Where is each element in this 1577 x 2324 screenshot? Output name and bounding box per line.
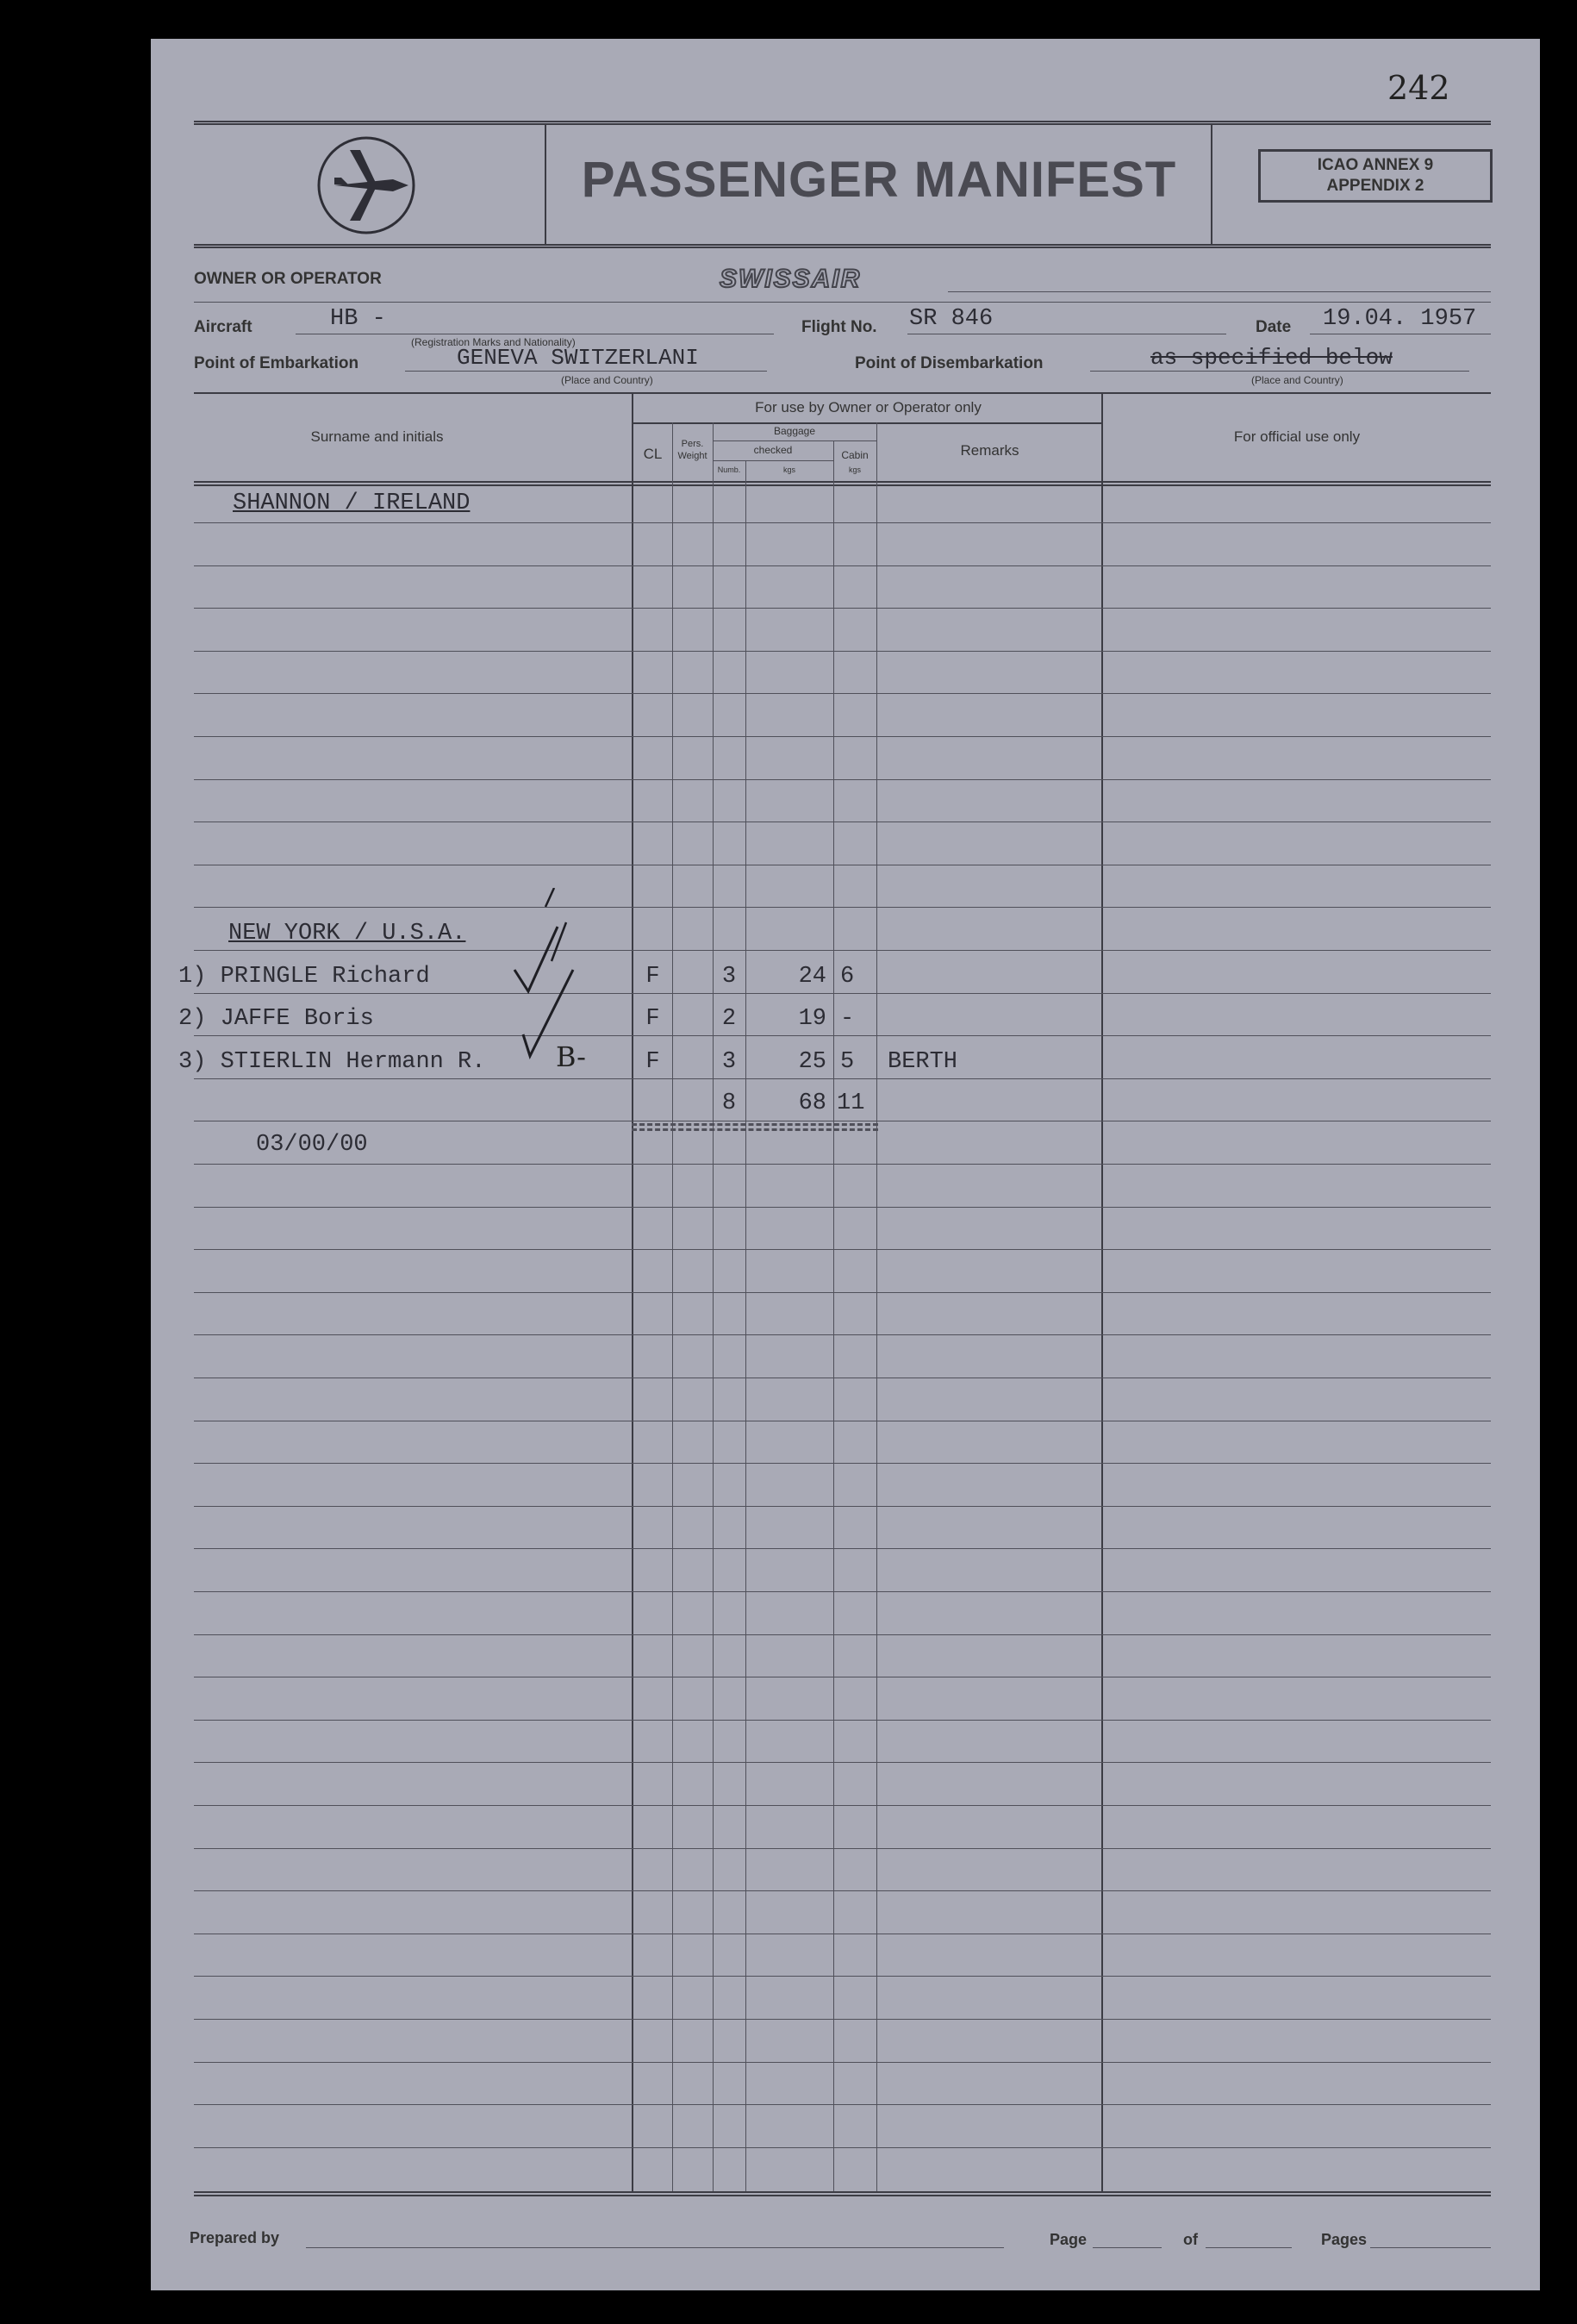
- row-rule: [194, 779, 1491, 780]
- embarkation-value: GENEVA SWITZERLANI: [457, 345, 699, 371]
- embarkation-label: Point of Embarkation: [194, 354, 359, 372]
- row-rule: [194, 651, 1491, 652]
- table-header-bottom-rule: [194, 481, 1491, 483]
- row-rule: [194, 1976, 1491, 1977]
- surname-header: Surname and initials: [310, 428, 444, 445]
- passenger-2-name: 2) JAFFE Boris: [178, 1006, 374, 1032]
- row-rule: [194, 1334, 1491, 1335]
- row-rule: [194, 1506, 1491, 1507]
- column-line-cabin: [876, 422, 877, 2191]
- shannon-heading: SHANNON / IRELAND: [233, 490, 471, 516]
- header-divider-1: [545, 123, 546, 244]
- owner-use-header: For use by Owner or Operator only: [755, 399, 982, 415]
- passenger-1-name: 1) PRINGLE Richard: [178, 964, 430, 990]
- cabin-header: Cabin: [841, 449, 869, 461]
- passenger-3-bags: 3: [721, 1049, 737, 1075]
- passenger-2-class: F: [645, 1006, 660, 1032]
- owner-value: SWISSAIR: [720, 265, 862, 293]
- row-rule: [194, 1249, 1491, 1250]
- newyork-heading: NEW YORK / U.S.A.: [228, 921, 466, 946]
- baggage-rule: [713, 440, 876, 441]
- disembarkation-caption: (Place and Country): [1251, 374, 1343, 386]
- pages-line: [1370, 2247, 1491, 2248]
- table-top-rule: [194, 392, 1491, 394]
- passenger-3-kgs: 25: [798, 1049, 826, 1075]
- row-rule: [194, 608, 1491, 609]
- row-rule: [194, 1720, 1491, 1721]
- row-rule: [194, 736, 1491, 737]
- row-rule: [194, 950, 1491, 951]
- number-header: Numb.: [717, 465, 741, 474]
- total-cabin: 11: [837, 1090, 865, 1116]
- row-rule: [194, 565, 1491, 566]
- flight-label: Flight No.: [801, 318, 877, 336]
- check-marks: [504, 888, 599, 1069]
- table-bottom-rule-2: [194, 2195, 1491, 2196]
- column-line-checked: [833, 440, 834, 2191]
- passenger-3-class: F: [645, 1049, 660, 1075]
- cabin-kgs-header: kgs: [848, 465, 861, 474]
- checked-kgs-header: kgs: [782, 465, 795, 474]
- passenger-3-handwritten-mark: B-: [556, 1040, 586, 1073]
- icao-box: [1258, 149, 1493, 203]
- row-rule: [194, 522, 1491, 523]
- embarkation-underline: [405, 371, 767, 372]
- header-top-rule-2: [194, 123, 1491, 125]
- icao-line-2: APPENDIX 2: [1326, 177, 1424, 195]
- header-top-rule: [194, 121, 1491, 122]
- column-line-cl: [672, 422, 673, 2191]
- of-label: of: [1183, 2231, 1198, 2248]
- row-rule: [194, 1634, 1491, 1635]
- icao-line-1: ICAO ANNEX 9: [1317, 156, 1434, 174]
- disembarkation-value: as specified below: [1150, 345, 1393, 371]
- cl-header: CL: [643, 446, 663, 462]
- passenger-summary: 03/00/00: [256, 1132, 368, 1158]
- passenger-2-kgs: 19: [798, 1006, 826, 1032]
- row-rule: [194, 1890, 1491, 1891]
- row-rule: [194, 2062, 1491, 2063]
- date-value: 19.04. 1957: [1323, 306, 1477, 332]
- total-double-rule-2: [632, 1128, 878, 1131]
- aircraft-label: Aircraft: [194, 318, 252, 336]
- prepared-by-label: Prepared by: [190, 2229, 280, 2246]
- row-rule: [194, 2147, 1491, 2148]
- owner-use-rule: [633, 422, 1103, 424]
- passenger-2-cabin: -: [840, 1006, 855, 1032]
- table-bottom-rule: [194, 2191, 1491, 2193]
- official-header: For official use only: [1233, 428, 1361, 445]
- page-number: 242: [1387, 69, 1450, 107]
- flight-value: SR 846: [909, 306, 994, 332]
- total-kgs: 68: [798, 1090, 826, 1116]
- column-line-weight: [713, 422, 714, 2191]
- checked-rule: [713, 460, 833, 461]
- row-rule: [194, 1848, 1491, 1849]
- row-rule: [194, 1035, 1491, 1036]
- checked-header: checked: [753, 444, 793, 456]
- row-rule: [194, 1805, 1491, 1806]
- total-bags: 8: [721, 1090, 737, 1116]
- disembarkation-underline: [1090, 371, 1469, 372]
- manifest-sheet: [151, 39, 1540, 2290]
- row-rule: [194, 993, 1491, 994]
- column-line-number: [745, 460, 746, 2191]
- passenger-1-class: F: [645, 964, 660, 990]
- passenger-1-bags: 3: [721, 964, 737, 990]
- of-line: [1206, 2247, 1292, 2248]
- row-rule: [194, 1463, 1491, 1464]
- prepared-by-line: [306, 2247, 1004, 2248]
- row-rule: [194, 1762, 1491, 1763]
- row-rule: [194, 1292, 1491, 1293]
- weight-label: Weight: [677, 451, 707, 461]
- header-bottom-rule: [194, 244, 1491, 246]
- row-rule: [194, 1207, 1491, 1208]
- embarkation-caption: (Place and Country): [561, 374, 653, 386]
- row-rule: [194, 1548, 1491, 1549]
- pers-label: Pers.: [681, 439, 704, 449]
- row-rule: [194, 2019, 1491, 2020]
- passenger-1-cabin: 6: [840, 964, 855, 990]
- row-rule: [194, 693, 1491, 694]
- row-rule: [194, 907, 1491, 908]
- passenger-2-bags: 2: [721, 1006, 737, 1032]
- row-rule: [194, 1164, 1491, 1165]
- total-double-rule: [632, 1123, 878, 1126]
- table-header-bottom-rule-2: [194, 484, 1491, 486]
- row-rule: [194, 2104, 1491, 2105]
- passenger-1-kgs: 24: [798, 964, 826, 990]
- disembarkation-label: Point of Disembarkation: [855, 354, 1044, 372]
- owner-label: OWNER OR OPERATOR: [194, 270, 382, 288]
- page-line: [1093, 2247, 1162, 2248]
- aircraft-value: HB -: [330, 306, 386, 332]
- passenger-3-remarks: BERTH: [888, 1049, 958, 1075]
- aircraft-caption: (Registration Marks and Nationality): [411, 336, 576, 348]
- pages-label: Pages: [1321, 2231, 1368, 2248]
- row-rule: [194, 1078, 1491, 1079]
- date-label: Date: [1256, 318, 1292, 336]
- baggage-header: Baggage: [773, 425, 816, 437]
- page-label: Page: [1050, 2231, 1088, 2248]
- passenger-3-cabin: 5: [840, 1049, 855, 1075]
- owner-underline: [948, 291, 1491, 292]
- passenger-3-name: 3) STIERLIN Hermann R.: [178, 1049, 486, 1075]
- weight-header: [672, 438, 713, 462]
- remarks-header: Remarks: [960, 442, 1019, 459]
- row-rule: [194, 1591, 1491, 1592]
- header-bottom-rule-2: [194, 247, 1491, 248]
- owner-rule: [194, 302, 1491, 303]
- header-divider-2: [1211, 123, 1212, 244]
- page-title: PASSENGER MANIFEST: [581, 152, 1177, 208]
- airplane-logo-icon: [315, 134, 417, 236]
